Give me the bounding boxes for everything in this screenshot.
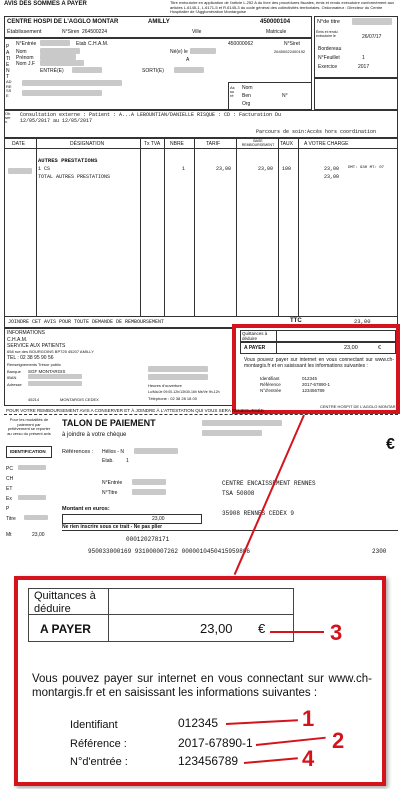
- row-nbre: 1: [182, 166, 186, 172]
- siret2-value: 26450022400192: [274, 49, 306, 54]
- town-label: Ville: [192, 29, 202, 35]
- mini-reference-label: Référence: [260, 382, 281, 387]
- sortie-label: SORTI(E): [142, 68, 164, 74]
- recipient-line2: TSA 50808: [222, 490, 255, 497]
- establishment-name: CENTRE HOSPI DE L'AGGLO MONTAR: [7, 19, 119, 25]
- mini-intro: Vous pouvez payer sur internet en vous connectant sur www.ch-montargis.fr et en saisissant les informations suivantes :: [244, 357, 394, 369]
- row-charge: 23,00: [324, 166, 340, 172]
- establishment-label: Établissement: [7, 29, 42, 35]
- matricule: 450000104: [260, 19, 291, 25]
- left-mt-value: 23,00: [32, 532, 45, 538]
- row-tarif: 23,00: [216, 166, 232, 172]
- patient-side-label: PATIENT: [6, 44, 11, 80]
- talon-header-redacted: [202, 420, 282, 426]
- notice-document: [2, 0, 398, 560]
- prenom-label: Prénom: [16, 55, 34, 61]
- title-number-label: N°de titre: [317, 19, 340, 25]
- a-label: A: [186, 57, 190, 63]
- left-code-mt: Mt: [6, 532, 12, 538]
- banque-label: Banque: [7, 369, 21, 374]
- talon-subtitle: à joindre à votre chèque: [62, 432, 127, 438]
- recipient-line1: CENTRE ENCAISSEMENT RENNES: [222, 480, 316, 487]
- mini-reference: 2017-67890-1: [302, 382, 331, 387]
- assure-nom-label: Nom: [242, 85, 253, 91]
- address-side-label: ADRESSE: [6, 79, 12, 98]
- siren-label: N°Siren: [62, 29, 80, 35]
- euro-symbol-large: €: [386, 436, 395, 453]
- mini-entree-label: N°d'entrée: [260, 388, 282, 393]
- marker-4: 4: [302, 746, 315, 771]
- mini-identifiant: 012345: [302, 376, 318, 381]
- reimbursement-note: JOINDRE CET AVIS POUR TOUTE DEMANDE DE REMBOURSEMENT: [8, 319, 165, 325]
- ttc-label: TTC: [290, 318, 302, 324]
- mini-amount: 23,00: [344, 345, 358, 351]
- marker-1: 1: [302, 706, 315, 731]
- mini-quittances-label: Quittances à déduire: [242, 331, 268, 341]
- exercise-value: 2017: [358, 64, 370, 70]
- zoom-entree-label: N°d'entrée :: [70, 756, 128, 768]
- row-side-note: DMT: 930 MT: 07: [348, 166, 385, 170]
- parcours-text: Parcours de soin:Accès hors coordination: [256, 129, 377, 135]
- info-line4: TEL : 02 38 95 90 56: [7, 355, 54, 361]
- info-line1: C.H.A.M.: [7, 337, 28, 343]
- njf-label: Nom J.F: [16, 61, 35, 67]
- talon-etab-value: 1: [126, 458, 129, 464]
- left-code-ch: CH: [6, 476, 14, 482]
- iban-redacted: [28, 374, 82, 379]
- address-redacted-1: [22, 80, 122, 86]
- separator-note: POUR VOTRE REMBOURSEMENT AVIS A CONSERVER ET À JOINDRE À L'ATTESTATION QUI VOUS SERA REMBOURSÉE: [6, 408, 264, 413]
- title-number-redacted: [352, 18, 392, 25]
- hours-value: Lu/Ma/Je 09:00-12h/13h30-16h Me/Ve 9h-12h: [148, 390, 220, 394]
- left-code-redacted-2: [18, 495, 46, 500]
- observation-label: Observ.: [5, 111, 11, 124]
- treasury-name: SGF MONTARGIS: [28, 369, 66, 374]
- zoom-reference: 2017-67890-1: [178, 736, 253, 750]
- address-redacted-2: [22, 90, 102, 96]
- talon-entree-label: N°Entrée: [102, 480, 123, 486]
- folder-value: 1: [362, 55, 365, 61]
- left-code-pc: PC: [6, 466, 13, 472]
- zoom-amount: 23,00: [200, 621, 233, 636]
- adresse-label: Adresse: [7, 382, 22, 387]
- row-base: 23,00: [258, 166, 274, 172]
- header-taux: TAUX: [280, 141, 293, 147]
- birth-redacted: [190, 48, 216, 54]
- info-label: INFORMATIONS: [7, 330, 45, 336]
- treasury-town: MONTARGIS CEDEX: [60, 397, 99, 402]
- bordereau-label: Bordereau: [318, 46, 342, 52]
- siret-label: N°Siret: [284, 41, 300, 47]
- hours-label: Heures d'ouverture: [148, 383, 182, 388]
- observation-text: Consultation externe : Patient : A...A LEBOUNTIAN/DANIELLE RISQUE : CD : Facturation Du 12/05/2017 au 12/05/2017: [20, 112, 282, 124]
- talon-etab-label: Etab.: [102, 458, 114, 464]
- info-line3: 658 rue des BOURGOINS BP725 45207 AMILLY: [7, 349, 94, 354]
- exercise-label: Exercice: [318, 64, 338, 70]
- talon-header-redacted-2: [202, 430, 262, 436]
- talon-left-note: Pour les modalités de paiement par prélèvement se reporter au verso du présent avis: [7, 417, 51, 436]
- nom-label: Nom: [16, 49, 27, 55]
- references-label: Références :: [62, 449, 94, 455]
- montant-box: [62, 514, 202, 524]
- left-code-titre: Titre: [6, 516, 16, 522]
- identification-label: IDENTIFICATION: [10, 449, 46, 454]
- header-tarif: TARIF: [206, 141, 221, 147]
- no-write-note: Ne rien inscrire sous ce trait - Ne pas plier: [62, 524, 163, 530]
- header-charge: A VOTRE CHARGE: [304, 141, 349, 147]
- header-date: DATE: [12, 141, 25, 147]
- left-code-et: ET: [6, 486, 13, 492]
- entree-label: ENTRÉ(E): [40, 68, 64, 74]
- assure-box: [228, 82, 312, 110]
- mini-entree: 123456789: [302, 388, 325, 393]
- mini-apayer-label: A PAYER: [244, 345, 266, 351]
- mini-currency: €: [378, 345, 382, 351]
- entry-redacted: [40, 40, 70, 46]
- references-redacted: [134, 448, 178, 454]
- treasury-address-redacted: [28, 381, 82, 386]
- talon-entree-redacted: [132, 479, 166, 485]
- header-tva: Tx TVA: [144, 141, 161, 147]
- siren-value: 264500224: [82, 29, 108, 35]
- code-line1: 000120278171: [126, 536, 170, 543]
- left-code-p: P: [6, 506, 10, 512]
- section-title: AUTRES PRESTATIONS: [38, 157, 98, 164]
- treasury-label: Renseignements Trésor public: [7, 362, 62, 367]
- zoom-identifiant-label: Identifiant: [70, 719, 118, 731]
- references-name: Hélios - N: [102, 449, 124, 455]
- entry-label: N°Entrée: [16, 41, 37, 47]
- talon-titre-label: N°Titre: [102, 490, 118, 496]
- etab-value: C.H.A.M.: [88, 41, 109, 47]
- zoom-reference-label: Référence :: [70, 738, 127, 750]
- sortie-redacted: [174, 67, 204, 73]
- zoom-identifiant: 012345: [178, 716, 219, 730]
- iban-label: IBAN: [7, 375, 17, 380]
- zoom-quittances-label: Quittances à déduire: [34, 590, 96, 615]
- no-write-line: [62, 530, 398, 531]
- code-end: 2300: [372, 548, 387, 555]
- marker-3: 3: [330, 620, 343, 645]
- etab-label: Etab: [76, 41, 87, 47]
- row-date-redacted: [8, 168, 32, 174]
- left-code-redacted-1: [18, 465, 46, 470]
- njf-redacted: [40, 60, 84, 66]
- kdt-box: [314, 78, 398, 110]
- birth-label: Né(e) le: [170, 49, 188, 55]
- entree-redacted: [72, 67, 102, 73]
- legal-text: Titre exécutoire en application de l'article L.252 A du livre des procédures fiscales, émis et rendu exécutoire conformément aux articles L.6145-1, L.6171-5 et R.6145-3 du code général des collectivités territoriales. Ordonnateur : Directeur du Centre Hospitalier de l'Agglomération Montargoise: [170, 1, 395, 14]
- talon-title: TALON DE PAIEMENT: [62, 418, 156, 428]
- talon-header-right: CENTRE HOSPIT DE L'AGGLO MONTAR: [320, 404, 396, 409]
- left-code-redacted-3: [24, 515, 48, 520]
- assure-n-label: N°: [282, 93, 288, 99]
- marker-2: 2: [332, 728, 345, 753]
- recipient-line3: 35908 RENNES CEDEX 9: [222, 510, 295, 517]
- talon-titre-redacted: [132, 489, 166, 495]
- row-code: 1 CS: [38, 166, 51, 172]
- treasury-info-redacted-2: [148, 374, 208, 380]
- row-total-charge: 23,00: [324, 174, 340, 180]
- notice-title: AVIS DES SOMMES A PAYER: [4, 1, 87, 7]
- marker-3-line: [270, 631, 324, 633]
- montant-label: Montant en euros:: [62, 506, 110, 512]
- row-total-label: TOTAL AUTRES PRESTATIONS: [38, 174, 111, 180]
- code-line2: 950033000169 931000007262 0000010450415959806: [88, 548, 251, 555]
- treasury-tel: Téléphone : 02 38 28 18 00: [148, 396, 197, 401]
- rendu-date: 26/07/17: [362, 34, 382, 40]
- treasury-code: 45214: [28, 397, 40, 402]
- assure-label: Assuré: [230, 85, 235, 98]
- treasury-info-redacted: [148, 366, 208, 372]
- header-base: BASE REMBOURSEMENT: [241, 139, 275, 147]
- header-designation: DÉSIGNATION: [70, 141, 105, 147]
- folder-label: N°Feuillet: [318, 55, 340, 61]
- row-taux: 100: [282, 166, 292, 172]
- zoom-intro: Vous pouvez payer sur internet en vous connectant sur www.ch-montargis.fr et en saisissant les informations suivantes :: [32, 673, 372, 699]
- header-nbre: NBRE: [170, 141, 184, 147]
- zoom-currency: €: [258, 621, 266, 636]
- zoom-apayer-label: A PAYER: [40, 622, 91, 636]
- matricule-label: Matricule: [266, 29, 287, 35]
- zoom-entree: 123456789: [178, 754, 239, 768]
- left-code-ex: Ex: [6, 496, 12, 502]
- rendu-label: Émis et rendu exécutoire le: [316, 30, 338, 38]
- cut-line: [4, 414, 398, 415]
- siret-value: 450000062: [228, 41, 254, 47]
- ttc-value: 23,00: [354, 318, 371, 325]
- mini-identifiant-label: Identifiant: [260, 376, 280, 381]
- info-line2: SERVICE AUX PATIENTS: [7, 343, 66, 349]
- assure-org-label: Org: [242, 101, 251, 107]
- assure-ben-label: Ben: [242, 93, 251, 99]
- town: AMILLY: [148, 19, 170, 25]
- montant-value: 23,00: [152, 516, 165, 522]
